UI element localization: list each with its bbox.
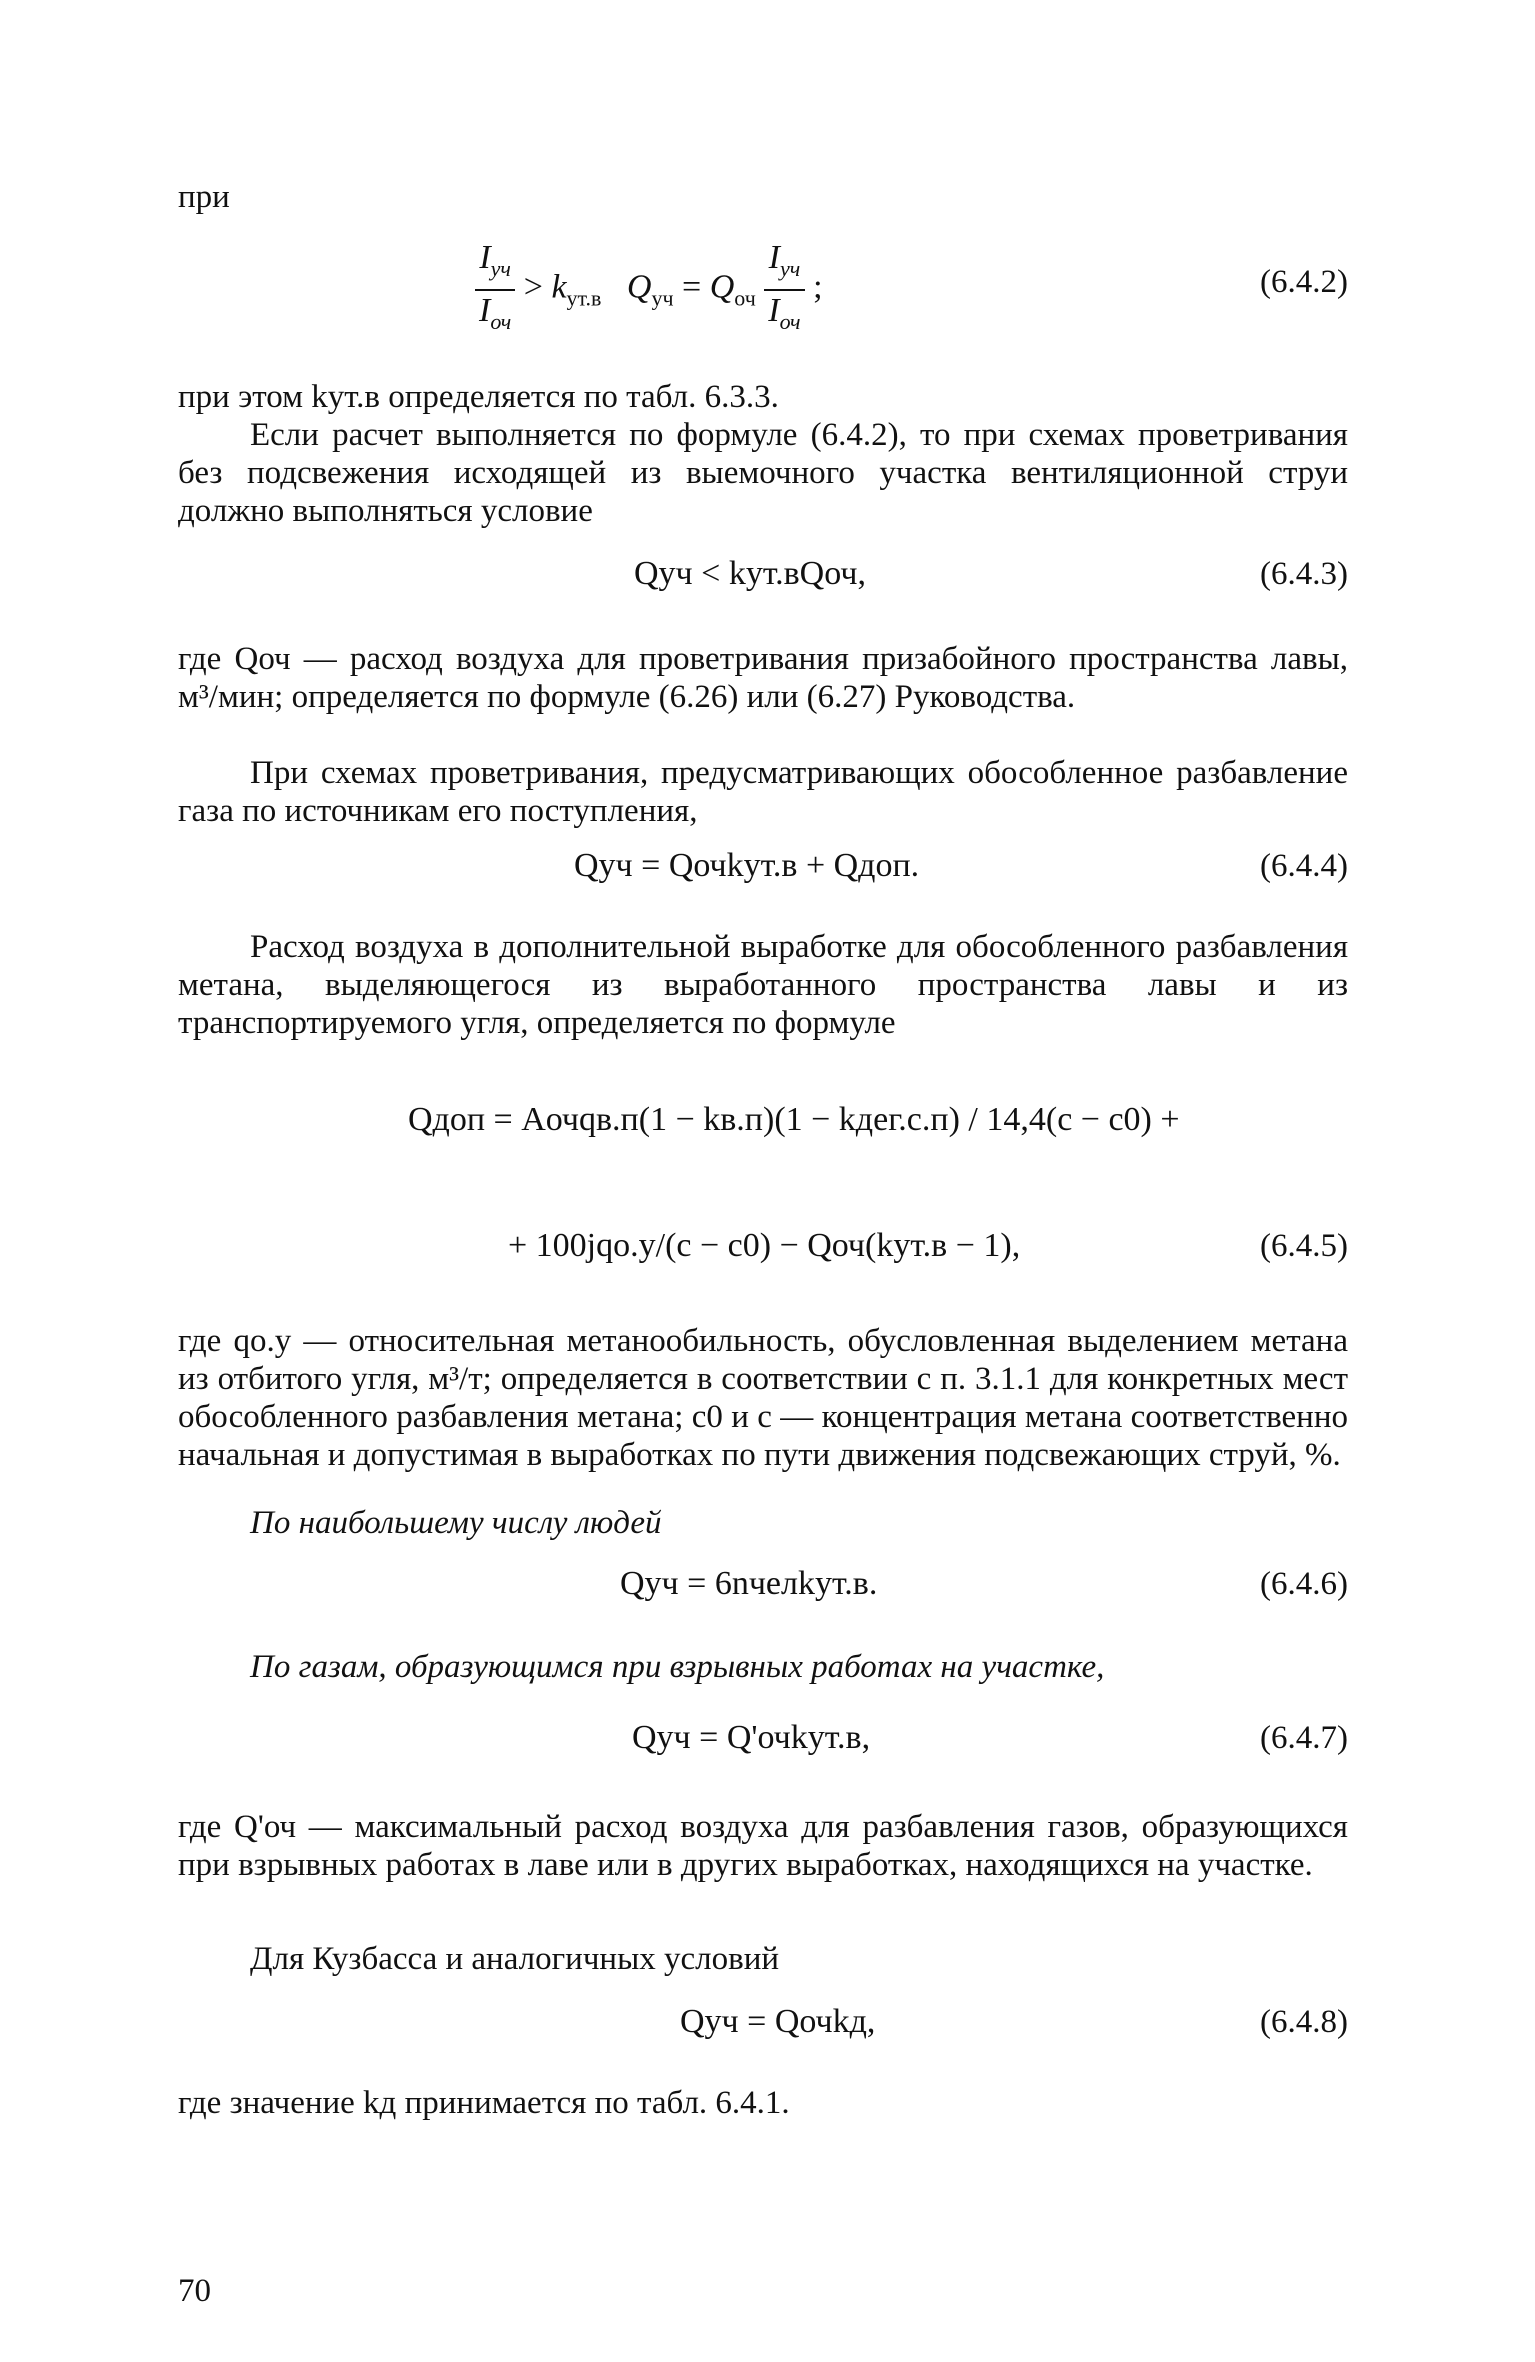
equation-6-4-7: Qуч = Q'очkут.в, [632, 1719, 871, 1756]
paragraph-text: где qо.у — относительная метанообильность, обусловленная выделением метана из отбитого угля, м³/т; определяется в соответствии с п. 3.1.1 для конкретных мест обособленного разбавления метана; c0 и c — концентрация метана соответственно начальная и допустимая в выработках по пути движения подсвежающих струй, %. [178, 1323, 1348, 1473]
equation-6-4-4: Qуч = Qочkут.в + Qдоп. [574, 847, 920, 884]
paragraph-condition [178, 416, 1348, 530]
equation-number-6-4-4: (6.4.4) [1260, 848, 1348, 884]
equation-6-4-6: Qуч = 6nчелkут.в. [620, 1565, 878, 1602]
equation-6-4-5-line2: + 100jqо.у/(c − c0) − Qоч(kут.в − 1), [508, 1227, 1021, 1264]
equation-6-4-8: Qуч = Qочkд, [680, 2003, 876, 2040]
paragraph-dop [178, 928, 1348, 1042]
text-kd: где значение kд принимается по табл. 6.4.1. [178, 2085, 790, 2121]
equation-number-6-4-5: (6.4.5) [1260, 1228, 1348, 1264]
equation-6-4-2: $\frac{I_{уч}}{I_{оч}}$ > $k_{ут.в}$ $Q_{уч} = Q_{оч}$ $\frac{I_{уч}}{I_{оч}}$ ; [475, 238, 823, 342]
equation-number-6-4-8: (6.4.8) [1260, 2004, 1348, 2040]
paragraph-qoch-prime [178, 1808, 1348, 1884]
equation-6-4-5-line1: Qдоп = Aочqв.п(1 − kв.п)(1 − kдег.с.п) / 14,4(c − c0) + [408, 1101, 1180, 1138]
paragraph-text: Если расчет выполняется по формуле (6.4.2), то при схемах проветривания без подсвежения исходящей из выемочного участка вентиляционной струи должно выполняться условие [178, 417, 1348, 529]
text-k-definition: при этом kут.в определяется по табл. 6.3.3. [178, 379, 779, 415]
heading-gases: По газам, образующимся при взрывных работах на участке, [250, 1649, 1105, 1685]
paragraph-qoy [178, 1322, 1348, 1474]
page-number: 70 [178, 2273, 211, 2309]
paragraph-schemes [178, 754, 1348, 830]
equation-number-6-4-2: (6.4.2) [1260, 264, 1348, 300]
heading-people: По наибольшему числу людей [250, 1505, 662, 1541]
equation-number-6-4-6: (6.4.6) [1260, 1566, 1348, 1602]
equation-number-6-4-7: (6.4.7) [1260, 1720, 1348, 1756]
header-word: при [178, 179, 230, 215]
equation-number-6-4-3: (6.4.3) [1260, 556, 1348, 592]
paragraph-qoch [178, 640, 1348, 716]
paragraph-text: Расход воздуха в дополнительной выработке для обособленного разбавления метана, выделяющегося из выработанного пространства лавы и из транспортируемого угля, определяется по формуле [178, 929, 1348, 1041]
paragraph-kuzbass: Для Кузбасса и аналогичных условий [250, 1941, 780, 1977]
paragraph-text: где Q'оч — максимальный расход воздуха для разбавления газов, образующихся при взрывных работах в лаве или в других выработках, находящихся на участке. [178, 1809, 1348, 1883]
paragraph-text: При схемах проветривания, предусматривающих обособленное разбавление газа по источникам его поступления, [178, 755, 1348, 829]
equation-6-4-3: Qуч < kут.вQоч, [634, 555, 866, 592]
paragraph-text: где Qоч — расход воздуха для проветривания призабойного пространства лавы, м³/мин; определяется по формуле (6.26) или (6.27) Руководства. [178, 641, 1348, 715]
